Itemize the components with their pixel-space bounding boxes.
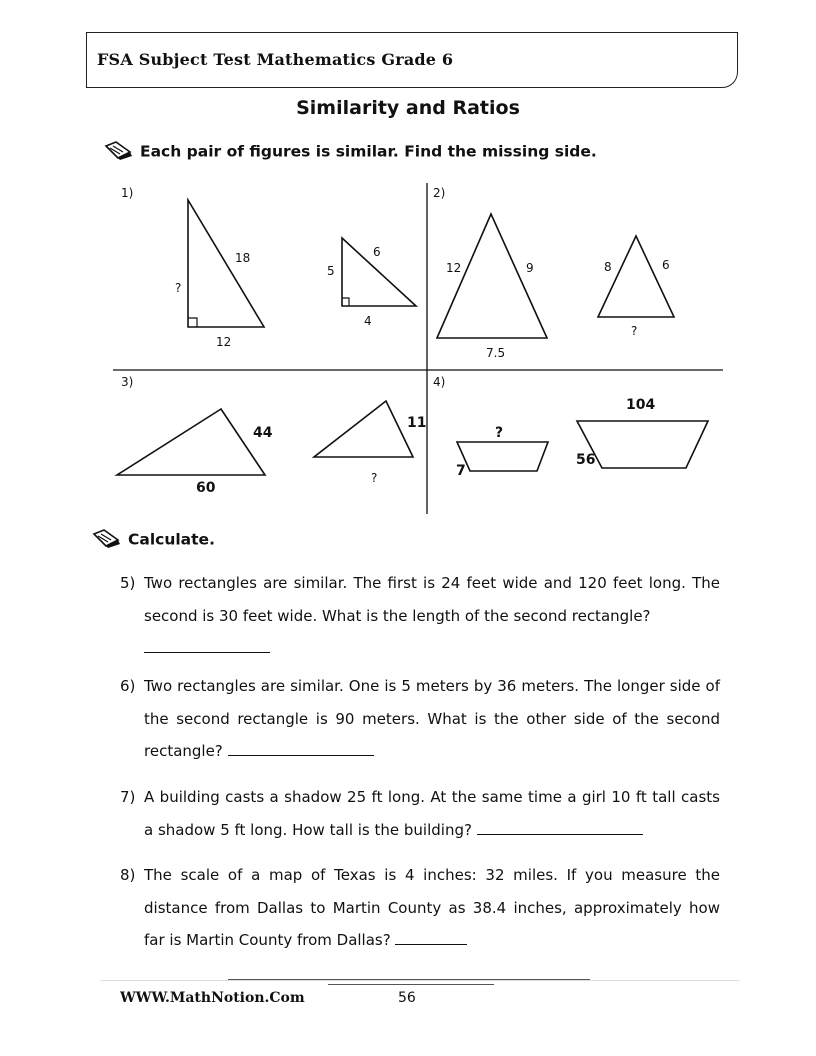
problem-1-number: 1) (121, 186, 134, 200)
p4-a-top-label: ? (495, 425, 504, 441)
p1-triangle-a-right-angle (188, 318, 197, 327)
question-7 (120, 781, 720, 846)
instruction-calculate (92, 528, 215, 552)
p4-b-top-label: 104 (626, 397, 656, 413)
p2-a-base-label: 7.5 (486, 346, 506, 360)
problem-2-number: 2) (433, 186, 446, 200)
question-number: 7) (120, 788, 136, 806)
p4-trapezoid-a (457, 442, 548, 471)
p4-a-side-label: 7 (456, 463, 466, 479)
question-8 (120, 859, 720, 957)
page-number: 56 (398, 990, 416, 1006)
p1-b-hyp-label: 6 (373, 245, 381, 259)
question-6 (120, 670, 720, 768)
p2-b-base-label: ? (631, 324, 638, 338)
p2-a-right-label: 9 (526, 261, 534, 275)
p2-triangle-a (437, 214, 547, 338)
instruction-calculate-text: Calculate. (128, 530, 215, 549)
p1-b-vertical-label: 5 (327, 264, 335, 278)
question-text: The scale of a map of Texas is 4 inches: 32 miles. If you measure the distance from Dallas to Martin County as 38.4 inches, approximately how far is Martin County from Dallas? (144, 866, 720, 949)
question-5 (120, 567, 720, 665)
footer-website: WWW.MathNotion.Com (120, 990, 305, 1006)
p3-triangle-b (314, 401, 413, 457)
p2-b-left-label: 8 (604, 260, 612, 274)
p1-triangle-b-right-angle (342, 298, 349, 306)
question-number: 5) (120, 574, 136, 592)
footer-divider-short (328, 984, 494, 985)
p1-b-base-label: 4 (364, 314, 372, 328)
problem-3-number: 3) (121, 375, 134, 389)
p1-a-hyp-label: 18 (235, 251, 251, 265)
question-text: Two rectangles are similar. One is 5 meters by 36 meters. The longer side of the second rectangle is 90 meters. What is the other side of the second rectangle? (144, 677, 720, 760)
question-number: 6) (120, 677, 136, 695)
instruction-similar-text: Each pair of figures is similar. Find the missing side. (140, 142, 597, 161)
answer-blank[interactable] (477, 820, 643, 835)
question-text: A building casts a shadow 25 ft long. At the same time a girl 10 ft tall casts a shadow 5 ft long. How tall is the building? (144, 788, 720, 839)
answer-blank[interactable] (144, 638, 270, 653)
p3-a-side-label: 44 (253, 425, 273, 441)
p1-a-vertical-label: ? (175, 281, 182, 295)
footer-rule (100, 980, 740, 981)
p2-triangle-b (598, 236, 674, 317)
p2-b-right-label: 6 (662, 258, 670, 272)
question-number: 8) (120, 866, 136, 884)
header-title: FSA Subject Test Mathematics Grade 6 (97, 50, 454, 69)
p4-b-side-label: 56 (576, 452, 596, 468)
p2-a-left-label: 12 (446, 261, 462, 275)
p3-triangle-a (117, 409, 265, 475)
answer-blank[interactable] (228, 741, 374, 756)
p3-b-side-label: 11 (407, 415, 427, 431)
page-title: Similarity and Ratios (296, 97, 520, 119)
answer-blank[interactable] (395, 930, 467, 945)
p4-trapezoid-b (577, 421, 708, 468)
pencil-paper-icon (92, 528, 122, 552)
p3-b-base-label: ? (371, 471, 378, 485)
p3-a-base-label: 60 (196, 480, 216, 496)
p1-triangle-a (188, 200, 264, 327)
question-text: Two rectangles are similar. The first is 24 feet wide and 120 feet long. The second is 30 feet wide. What is the length of the second rectangle? (144, 574, 720, 625)
p1-a-base-label: 12 (216, 335, 232, 349)
problem-4-number: 4) (433, 375, 446, 389)
